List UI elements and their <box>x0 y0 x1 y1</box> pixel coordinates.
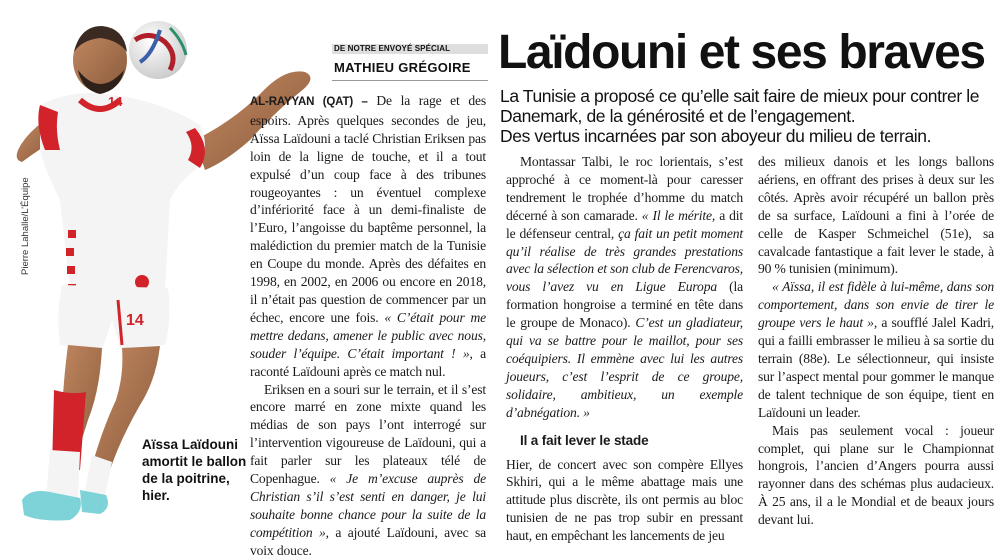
text-run: , a raconté Laïdouni après ce match nul. <box>250 345 486 379</box>
quote: « Il le mérite, <box>641 207 716 223</box>
quote: « C’était pour me mettre dedans, amener le public avec nous, souder l’équipe. C’était important ! » <box>250 309 486 361</box>
text-run: Eriksen en a souri sur le terrain, et il s’est encore marré en zone mixte quand les médias de son pays l’ont interrogé sur l’intervention vigoureuse de Laïdouni, qui a fait parler sur les plateaux télé de Copenhague. <box>250 381 486 487</box>
paragraph <box>758 422 994 529</box>
shirt-number: 14 <box>108 94 123 109</box>
photo-credit: Pierre Lahalle/L’Équipe <box>20 177 31 275</box>
article-deck <box>500 86 995 146</box>
text-run: , a soufflé Jalel Kadri, qui a failli embrasser le milieu à sa sortie du terrain (88e). Le sélectionneur, qui insiste sur l’aspect mental pour gommer le manque de talent technique de son équipe, tient en Laïdouni un leader. <box>758 315 994 420</box>
quote: ça fait un petit moment qu’il réalise de très grandes prestations avec la sélection et son club de Ferencvaros, vous l’avez vu en Ligue Europa <box>506 225 743 295</box>
football <box>129 21 187 79</box>
text-run: des milieux danois et les longs ballons aériens, en offrant des prises à deux sur les côtés. Après avoir récupéré un ballon près de sa surface, Laïdouni a fini à l’orée de celle de Kasper Schmeichel (51e), sa cavalcade fantastique a fait lever le stade, à 90 % tunisien (minimum). <box>758 154 994 277</box>
deck-line-2: Des vertus incarnées par son aboyeur du milieu de terrain. <box>500 126 932 146</box>
paragraph <box>250 381 486 560</box>
text-run: a dit le défenseur central, <box>506 207 744 241</box>
photo-caption: Aïssa Laïdouni amortit le ballon de la poitrine, hier. <box>142 437 247 503</box>
paragraph <box>506 153 743 422</box>
text-run: , a ajouté Laïdouni, avec sa voix douce. <box>250 524 486 558</box>
paragraph <box>758 153 994 278</box>
body-column-1 <box>250 92 486 560</box>
paragraph <box>506 456 743 546</box>
body-column-3 <box>758 153 994 529</box>
subheading: Il a fait lever le stade <box>520 432 649 448</box>
byline-divider <box>332 80 488 81</box>
byline-kicker: DE NOTRE ENVOYÉ SPÉCIAL <box>334 44 451 53</box>
text-run: Montassar Talbi, le roc lorientais, s’est approché à ce moment-là pour caresser tendrement le trophée d’homme du match décerné à son camarade. <box>506 154 743 223</box>
dateline: AL-RAYYAN (QAT) – <box>250 96 368 108</box>
svg-text:14: 14 <box>126 312 144 329</box>
paragraph <box>758 278 994 421</box>
article-headline: Laïdouni et ses braves <box>498 26 985 79</box>
deck-line-1: La Tunisie a proposé ce qu’elle sait faire de mieux pour contrer le Danemark, de la générosité et de l’engagement. <box>500 86 980 126</box>
paragraph <box>250 92 486 381</box>
text-run: De la rage et des espoirs. Après quelques secondes de jeu, Aïssa Laïdouni a taclé Christian Eriksen pas loin de la ligne de touche, et il a tout expulsé d’un coup face à des tribunes rougeoyantes : un éventuel complexe d’infériorité face à un demi-finaliste de l’Euro, l’angoisse du baptême personnel, la malédiction du premier match de la Tunisie en Coupe du monde. Après des défaites en 1998, en 2002, en 2006 ou encore en 2018, il n’était pas question de commencer par un échec, encore une fois. <box>250 93 486 325</box>
quote: « Je m’excuse auprès de Christian s’il s’est senti en danger, je lui souhaite bonne chance pour la suite de la compétition » <box>250 471 486 540</box>
text-run: Mais pas seulement vocal : joueur complet, qui plane sur le Championnat hongrois, l’ancien d’Angers pourra aussi rayonner dans des schémas plus audacieux. À 25 ans, il a le Mondial et de beaux jours devant lui. <box>758 422 994 528</box>
quote: « Aïssa, il est fidèle à lui-même, dans son comportement, dans son envie de tirer le groupe vers le haut » <box>758 279 994 331</box>
text-run: Hier, de concert avec son compère Ellyes Skhiri, qui a le même abattage mais une attitude plus discrète, ils ont permis au bloc tunisien de ne pas trop subir en pressant haut, en empêchant les lancements de jeu <box>506 456 743 544</box>
author-name: MATHIEU GRÉGOIRE <box>334 60 471 75</box>
body-column-2 <box>506 153 743 545</box>
quote: C’est un gladiateur, qui va se battre pour le maillot, pour ses coéquipiers. Il emmène avec lui les autres joueurs, c’est l’esprit de ce groupe, solidaire, ambitieux, un exemple d’abnégation. » <box>506 315 743 420</box>
text-run: (la formation hongroise a terminé en tête dans le groupe de Monaco). <box>506 279 743 331</box>
